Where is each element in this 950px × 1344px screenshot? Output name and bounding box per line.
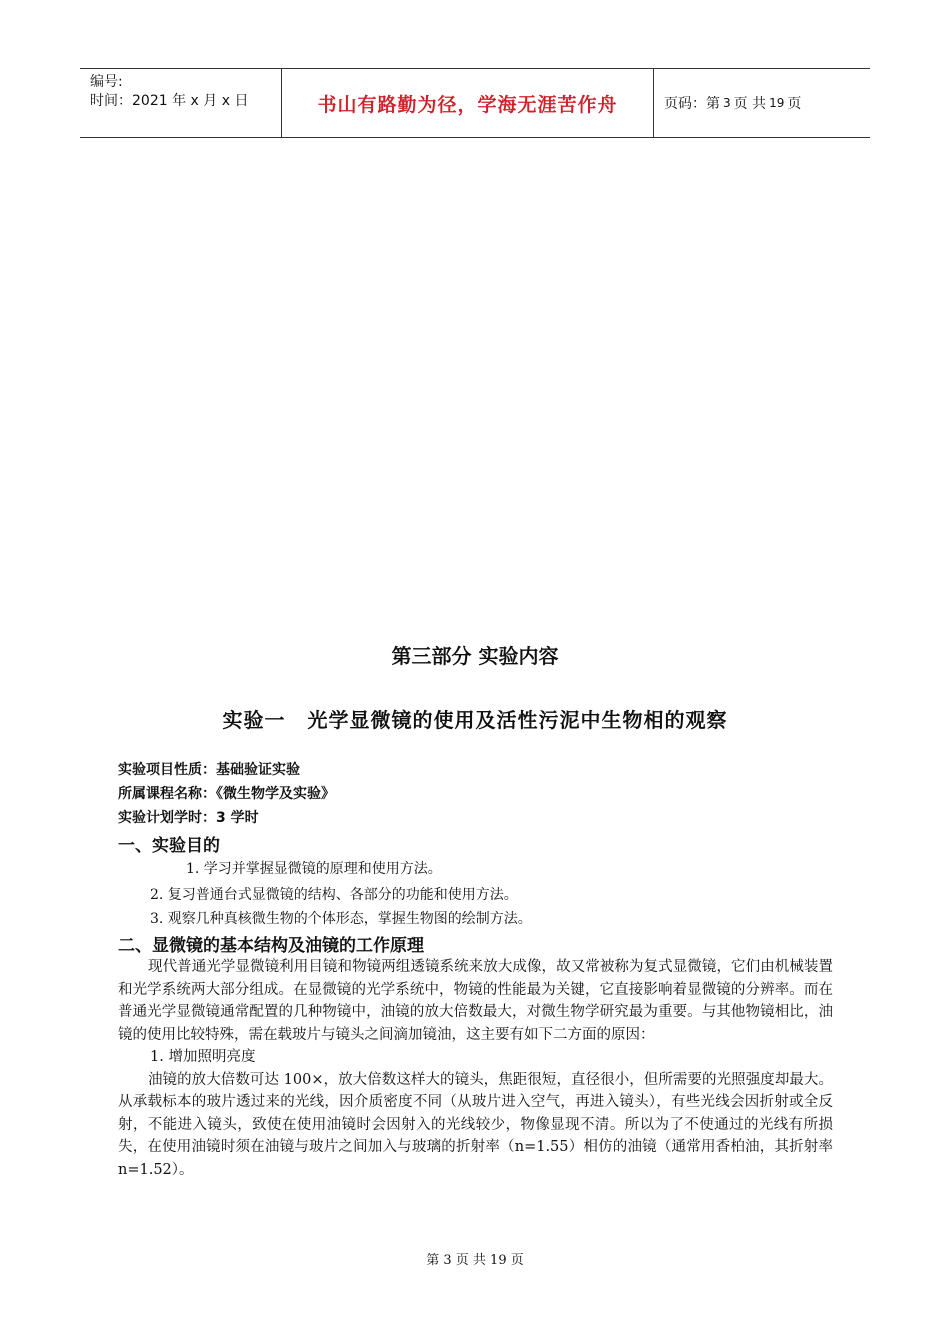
number-label: 编号:	[90, 74, 123, 90]
page-prefix: 页码：第	[664, 96, 720, 112]
meta-nature: 实验项目性质：基础验证实验	[118, 762, 300, 778]
page-total: 19	[769, 96, 785, 110]
part-title: 第三部分 实验内容	[391, 644, 559, 668]
section1-heading: 一、实验目的	[118, 836, 220, 856]
section2-body	[118, 956, 833, 1181]
experiment-number: 实验一	[222, 708, 286, 732]
header-meta-cell	[80, 69, 282, 137]
page-indicator	[654, 69, 870, 137]
experiment-title	[0, 704, 950, 733]
list-item: 1. 学习并掌握显微镜的原理和使用方法。	[186, 861, 442, 877]
subheading: 1. 增加照明亮度	[150, 1049, 256, 1065]
list-item: 2. 复习普通台式显微镜的结构、各部分的功能和使用方法。	[150, 887, 518, 903]
motto: 书山有路勤为径，学海无涯苦作舟	[282, 69, 654, 137]
paragraph: 油镜的放大倍数可达 100×，放大倍数这样大的镜头，焦距很短，直径很小，但所需要的光照强度却最大。从承载标本的玻片透过来的光线，因介质密度不同（从玻片进入空气，再进入镜头），有些光线会因折射或全反射，不能进入镜头，致使在使用油镜时会因射入的光线较少，物像显现不清。所以为了不使通过的光线有所损失，在使用油镜时须在油镜与玻片之间加入与玻璃的折射率（n=1.55）相仿的油镜（通常用香柏油，其折射率 n=1.52）。	[118, 1071, 833, 1178]
page-current: 3	[723, 96, 731, 110]
document-header	[80, 68, 870, 138]
experiment-name: 光学显微镜的使用及活性污泥中生物相的观察	[307, 708, 728, 732]
page-footer: 第 3 页 共 19 页	[426, 1253, 524, 1268]
meta-course: 所属课程名称：《微生物学及实验》	[118, 786, 335, 802]
section2-heading: 二、显微镜的基本结构及油镜的工作原理	[118, 936, 424, 956]
meta-hours: 实验计划学时：3 学时	[118, 810, 259, 826]
page-suffix: 页	[787, 96, 802, 112]
paragraph: 现代普通光学显微镜利用目镜和物镜两组透镜系统来放大成像，故又常被称为复式显微镜，它们由机械装置和光学系统两大部分组成。在显微镜的光学系统中，物镜的性能最为关键，它直接影响着显微镜的分辨率。而在普通光学显微镜通常配置的几种物镜中，油镜的放大倍数最大，对微生物学研究最为重要。与其他物镜相比，油镜的使用比较特殊，需在载玻片与镜头之间滴加镜油，这主要有如下二方面的原因：	[118, 959, 833, 1043]
time-label: 时间：2021 年 x 月 x 日	[90, 93, 249, 109]
list-item: 3. 观察几种真核微生物的个体形态，掌握生物图的绘制方法。	[150, 911, 532, 927]
page-mid: 页 共	[733, 96, 767, 112]
